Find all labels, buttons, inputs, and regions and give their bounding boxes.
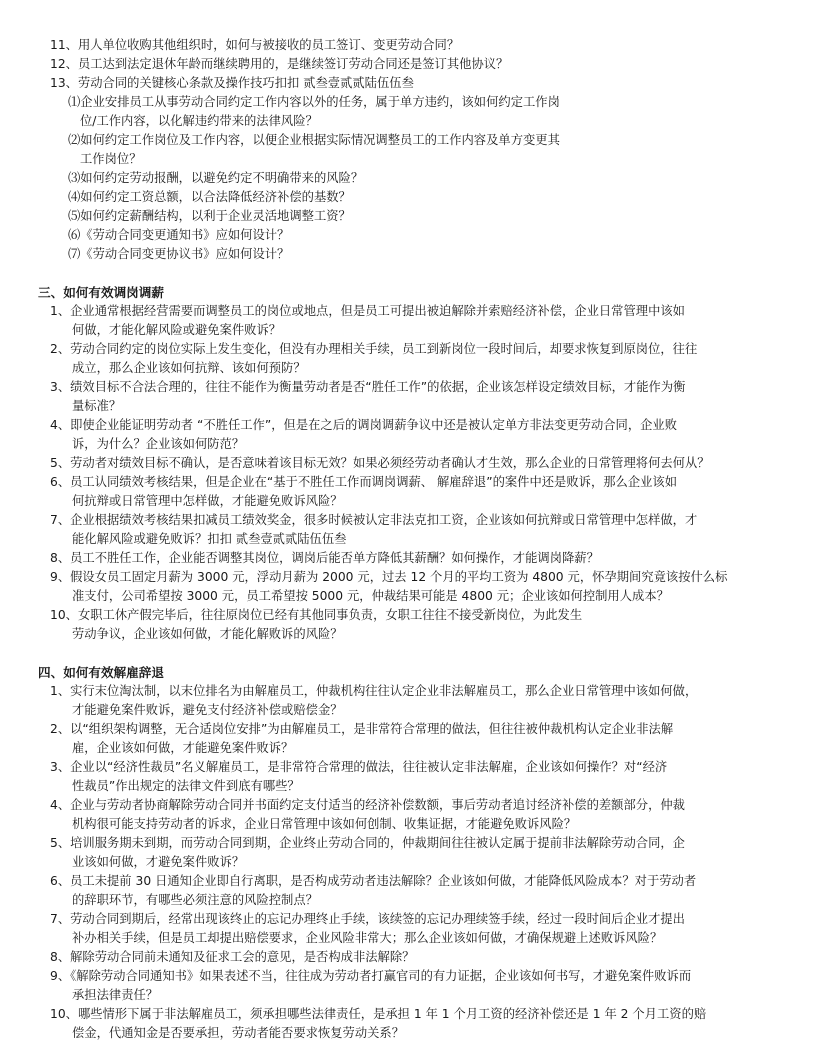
text-line: 9、《解除劳动合同通知书》如果表述不当，往往成为劳动者打赢官司的有力证据，企业该如何书写，才避免案件败诉而 [50, 969, 692, 983]
text-line: 8、员工不胜任工作，企业能否调整其岗位，调岗后能否单方降低其薪酬？如何操作，才能调岗降薪？ [50, 551, 599, 565]
text-line: 2、以“组织架构调整，无合适岗位安排”为由解雇员工，是非常符合常理的做法，但往往被仲裁机构认定企业非法解 [50, 722, 674, 736]
text-line: ⑺《劳动合同变更协议书》应如何设计？ [68, 247, 290, 261]
text-line: 业该如何做，才避免案件败诉？ [72, 855, 245, 869]
text-line: 6、员工未提前 30 日通知企业即自行离职，是否构成劳动者违法解除？企业该如何做，才能降低风险成本？对于劳动者 [50, 874, 697, 888]
text-line: 3、绩效目标不合法合理的，往往不能作为衡量劳动者是否“胜任工作”的依据，企业该怎样设定绩效目标，才能作为衡 [50, 380, 686, 394]
text-line: 3、企业以“经济性裁员”名义解雇员工，是非常符合常理的做法，往往被认定非法解雇，企业该如何操作？对“经济 [50, 760, 668, 774]
text-line: ⑸如何约定薪酬结构，以利于企业灵活地调整工资？ [68, 209, 351, 223]
text-line: 11、用人单位收购其他组织时，如何与被接收的员工签订、变更劳动合同？ [50, 38, 460, 52]
section-heading: 三、如何有效调岗调薪 [38, 285, 164, 300]
text-line: 量标准？ [72, 399, 122, 413]
text-line: 1、企业通常根据经营需要而调整员工的岗位或地点，但是员工可提出被迫解除并索赔经济补偿，企业日常管理中该如 [50, 304, 685, 318]
text-line: 1、实行末位淘汰制，以末位排名为由解雇员工，仲裁机构往往认定企业非法解雇员工，那么企业日常管理中该如何做， [50, 684, 698, 698]
text-line: 劳动争议，企业该如何做，才能化解败诉的风险？ [72, 627, 343, 641]
text-line: 4、企业与劳动者协商解除劳动合同并书面约定支付适当的经济补偿数额，事后劳动者追讨经济补偿的差额部分，仲裁 [50, 798, 685, 812]
text-line: 6、员工认同绩效考核结果，但是企业在“基于不胜任工作而调岗调薪、 解雇辞退”的案件中还是败诉，那么企业该如 [50, 475, 678, 489]
text-line: 7、劳动合同到期后，经常出现该终止的忘记办理终止手续，该续签的忘记办理续签手续，经过一段时间后企业才提出 [50, 912, 685, 926]
text-line: 4、即使企业能证明劳动者 “不胜任工作”，但是在之后的调岗调薪争议中还是被认定单方非法变更劳动合同，企业败 [50, 418, 678, 432]
text-line: 7、企业根据绩效考核结果扣减员工绩效奖金，很多时候被认定非法克扣工资，企业该如何抗辩或日常管理中怎样做，才 [50, 513, 698, 527]
text-line: 8、解除劳动合同前未通知及征求工会的意见，是否构成非法解除？ [50, 950, 415, 964]
text-line: 5、培训服务期未到期，而劳动合同到期，企业终止劳动合同的，仲裁期间往往被认定属于提前非法解除劳动合同，企 [50, 836, 685, 850]
text-line: 机构很可能支持劳动者的诉求，企业日常管理中该如何创制、收集证据，才能避免败诉风险？ [72, 817, 577, 831]
document-page [0, 36, 816, 1043]
text-line: 位/工作内容，以化解违约带来的法律风险？ [80, 114, 318, 128]
text-line: 10、哪些情形下属于非法解雇员工，须承担哪些法律责任，是承担 1 年 1 个月工资的经济补偿还是 1 年 2 个月工资的赔 [50, 1007, 707, 1021]
text-line: 12、员工达到法定退休年龄而继续聘用的，是继续签订劳动合同还是签订其他协议？ [50, 57, 509, 71]
text-line: 性裁员”作出规定的法律文件到底有哪些？ [72, 779, 300, 793]
text-line: 准支付，公司希望按 3000 元，员工希望按 5000 元，仲裁结果可能是 4800 元；企业该如何控制用人成本？ [72, 589, 669, 603]
text-line: ⑷如何约定工资总额，以合法降低经济补偿的基数？ [68, 190, 351, 204]
text-line: 13、劳动合同的关键核心条款及操作技巧扣扣 贰叁壹贰贰陆伍伍叁 [50, 76, 414, 90]
text-line: 工作岗位？ [80, 152, 142, 166]
section-spacer [0, 644, 816, 663]
text-line: 10、女职工休产假完毕后，往往原岗位已经有其他同事负责，女职工往往不接受新岗位，为此发生 [50, 608, 583, 622]
text-line: ⑴企业安排员工从事劳动合同约定工作内容以外的任务，属于单方违约，该如何约定工作岗 [68, 95, 560, 109]
text-line: 何抗辩或日常管理中怎样做，才能避免败诉风险？ [72, 494, 343, 508]
text-line: 承担法律责任？ [72, 988, 159, 1002]
text-line: 2、劳动合同约定的岗位实际上发生变化，但没有办理相关手续，员工到新岗位一段时间后，却要求恢复到原岗位，往往 [50, 342, 698, 356]
text-line: 雇，企业该如何做，才能避免案件败诉？ [72, 741, 294, 755]
text-line: ⑹《劳动合同变更通知书》应如何设计？ [68, 228, 290, 242]
text-line: 诉，为什么？企业该如何防范？ [72, 437, 245, 451]
text-line: 补办相关手续，但是员工却提出赔偿要求，企业风险非常大；那么企业该如何做，才确保规避上述败诉风险？ [72, 931, 663, 945]
text-line: 才能避免案件败诉，避免支付经济补偿或赔偿金？ [72, 703, 343, 717]
text-line: 能化解风险或避免败诉？扣扣 贰叁壹贰贰陆伍伍叁 [72, 532, 347, 546]
text-line: 成立，那么企业该如何抗辩、该如何预防？ [72, 361, 306, 375]
text-line: 何做，才能化解风险或避免案件败诉？ [72, 323, 282, 337]
text-line: ⑵如何约定工作岗位及工作内容，以便企业根据实际情况调整员工的工作内容及单方变更其 [68, 133, 560, 147]
text-line: ⑶如何约定劳动报酬，以避免约定不明确带来的风险？ [68, 171, 364, 185]
text-line: 偿金，代通知金是否要承担，劳动者能否要求恢复劳动关系？ [72, 1026, 405, 1040]
text-line: 的辞职环节，有哪些必须注意的风险控制点？ [72, 893, 318, 907]
text-line: 5、劳动者对绩效目标不确认，是否意味着该目标无效？如果必须经劳动者确认才生效，那么企业的日常管理将何去何从？ [50, 456, 710, 470]
section-heading: 四、如何有效解雇辞退 [38, 665, 164, 680]
text-line: 9、假设女员工固定月薪为 3000 元，浮动月薪为 2000 元，过去 12 个月的平均工资为 4800 元，怀孕期间究竟该按什么标 [50, 570, 728, 584]
section-spacer [0, 264, 816, 283]
